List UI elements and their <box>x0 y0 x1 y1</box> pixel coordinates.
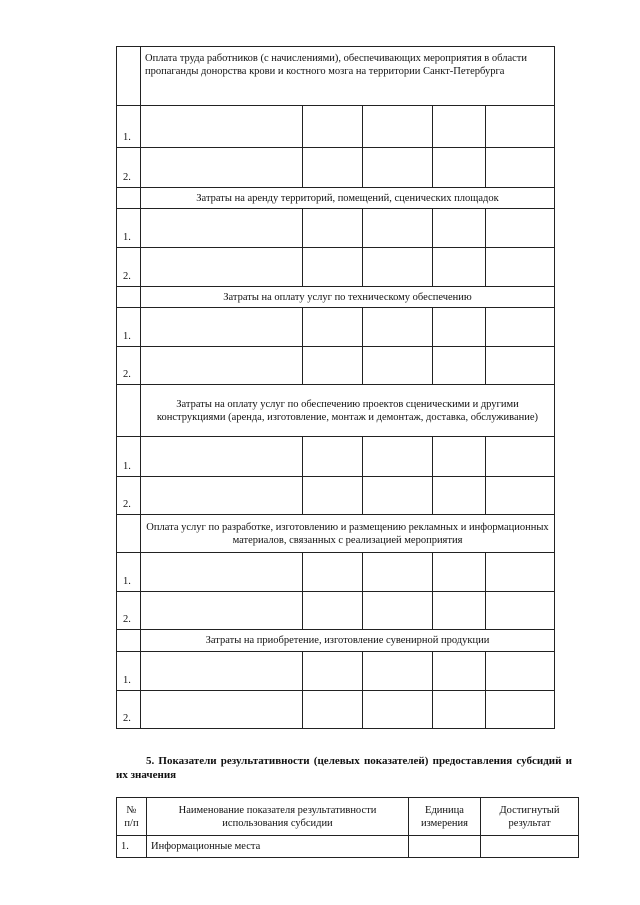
indicator-unit <box>409 836 481 858</box>
table-row <box>117 347 555 385</box>
section-header-row <box>117 47 555 106</box>
expense-table <box>116 46 555 729</box>
table-row <box>117 477 555 515</box>
indicator-result <box>481 836 579 858</box>
row-number: 1. <box>117 652 141 691</box>
table-row <box>117 308 555 347</box>
row-number: 1. <box>117 308 141 347</box>
row-number: 2. <box>117 592 141 630</box>
section-header-row <box>117 188 555 209</box>
table-row <box>117 553 555 592</box>
table-row <box>117 652 555 691</box>
row-number: 1. <box>117 209 141 248</box>
section-title: Затраты на аренду территорий, помещений, сценических площадок <box>141 188 555 209</box>
table-row <box>117 248 555 287</box>
row-number: 2. <box>117 477 141 515</box>
col-header-result: Достигнутый результат <box>481 798 579 836</box>
section-title: Затраты на приобретение, изготовление сувенирной продукции <box>141 630 555 652</box>
section-title: Затраты на оплату услуг по обеспечению проектов сценическими и другими конструкциями (аренда, изготовление, монтаж и демонтаж, доставка, обслуживание) <box>141 385 555 437</box>
section-header-row <box>117 385 555 437</box>
table-row <box>117 592 555 630</box>
col-header-unit: Единица измерения <box>409 798 481 836</box>
section-header-row <box>117 287 555 308</box>
indicator-name: Информационные места <box>147 836 409 858</box>
table-row <box>117 836 579 858</box>
table-row <box>117 691 555 729</box>
row-number: 1. <box>117 437 141 477</box>
section-header-row <box>117 630 555 652</box>
row-number: 1. <box>117 553 141 592</box>
section-title: Оплата труда работников (с начислениями), обеспечивающих мероприятия в области пропаганды донорства крови и костного мозга на территории Санкт-Петербурга <box>141 47 555 106</box>
row-number: 2. <box>117 248 141 287</box>
row-number: 2. <box>117 347 141 385</box>
table-row <box>117 209 555 248</box>
row-number: 2. <box>117 148 141 188</box>
table-row <box>117 106 555 148</box>
section-heading <box>116 754 572 782</box>
section-header-row <box>117 515 555 553</box>
indicator-table <box>116 797 579 858</box>
section-heading-text: 5. Показатели результативности (целевых показателей) предоставления субсидий и их значения <box>116 755 572 781</box>
row-number: 1. <box>117 106 141 148</box>
section-title: Затраты на оплату услуг по техническому обеспечению <box>141 287 555 308</box>
col-header-name: Наименование показателя результативности использования субсидии <box>147 798 409 836</box>
row-number: 1. <box>117 836 147 858</box>
table-row <box>117 148 555 188</box>
row-number: 2. <box>117 691 141 729</box>
col-header-number: № п/п <box>117 798 147 836</box>
section-title: Оплата услуг по разработке, изготовлению и размещению рекламных и информационных материалов, связанных с реализацией мероприятия <box>141 515 555 553</box>
table-header-row <box>117 798 579 836</box>
table-row <box>117 437 555 477</box>
